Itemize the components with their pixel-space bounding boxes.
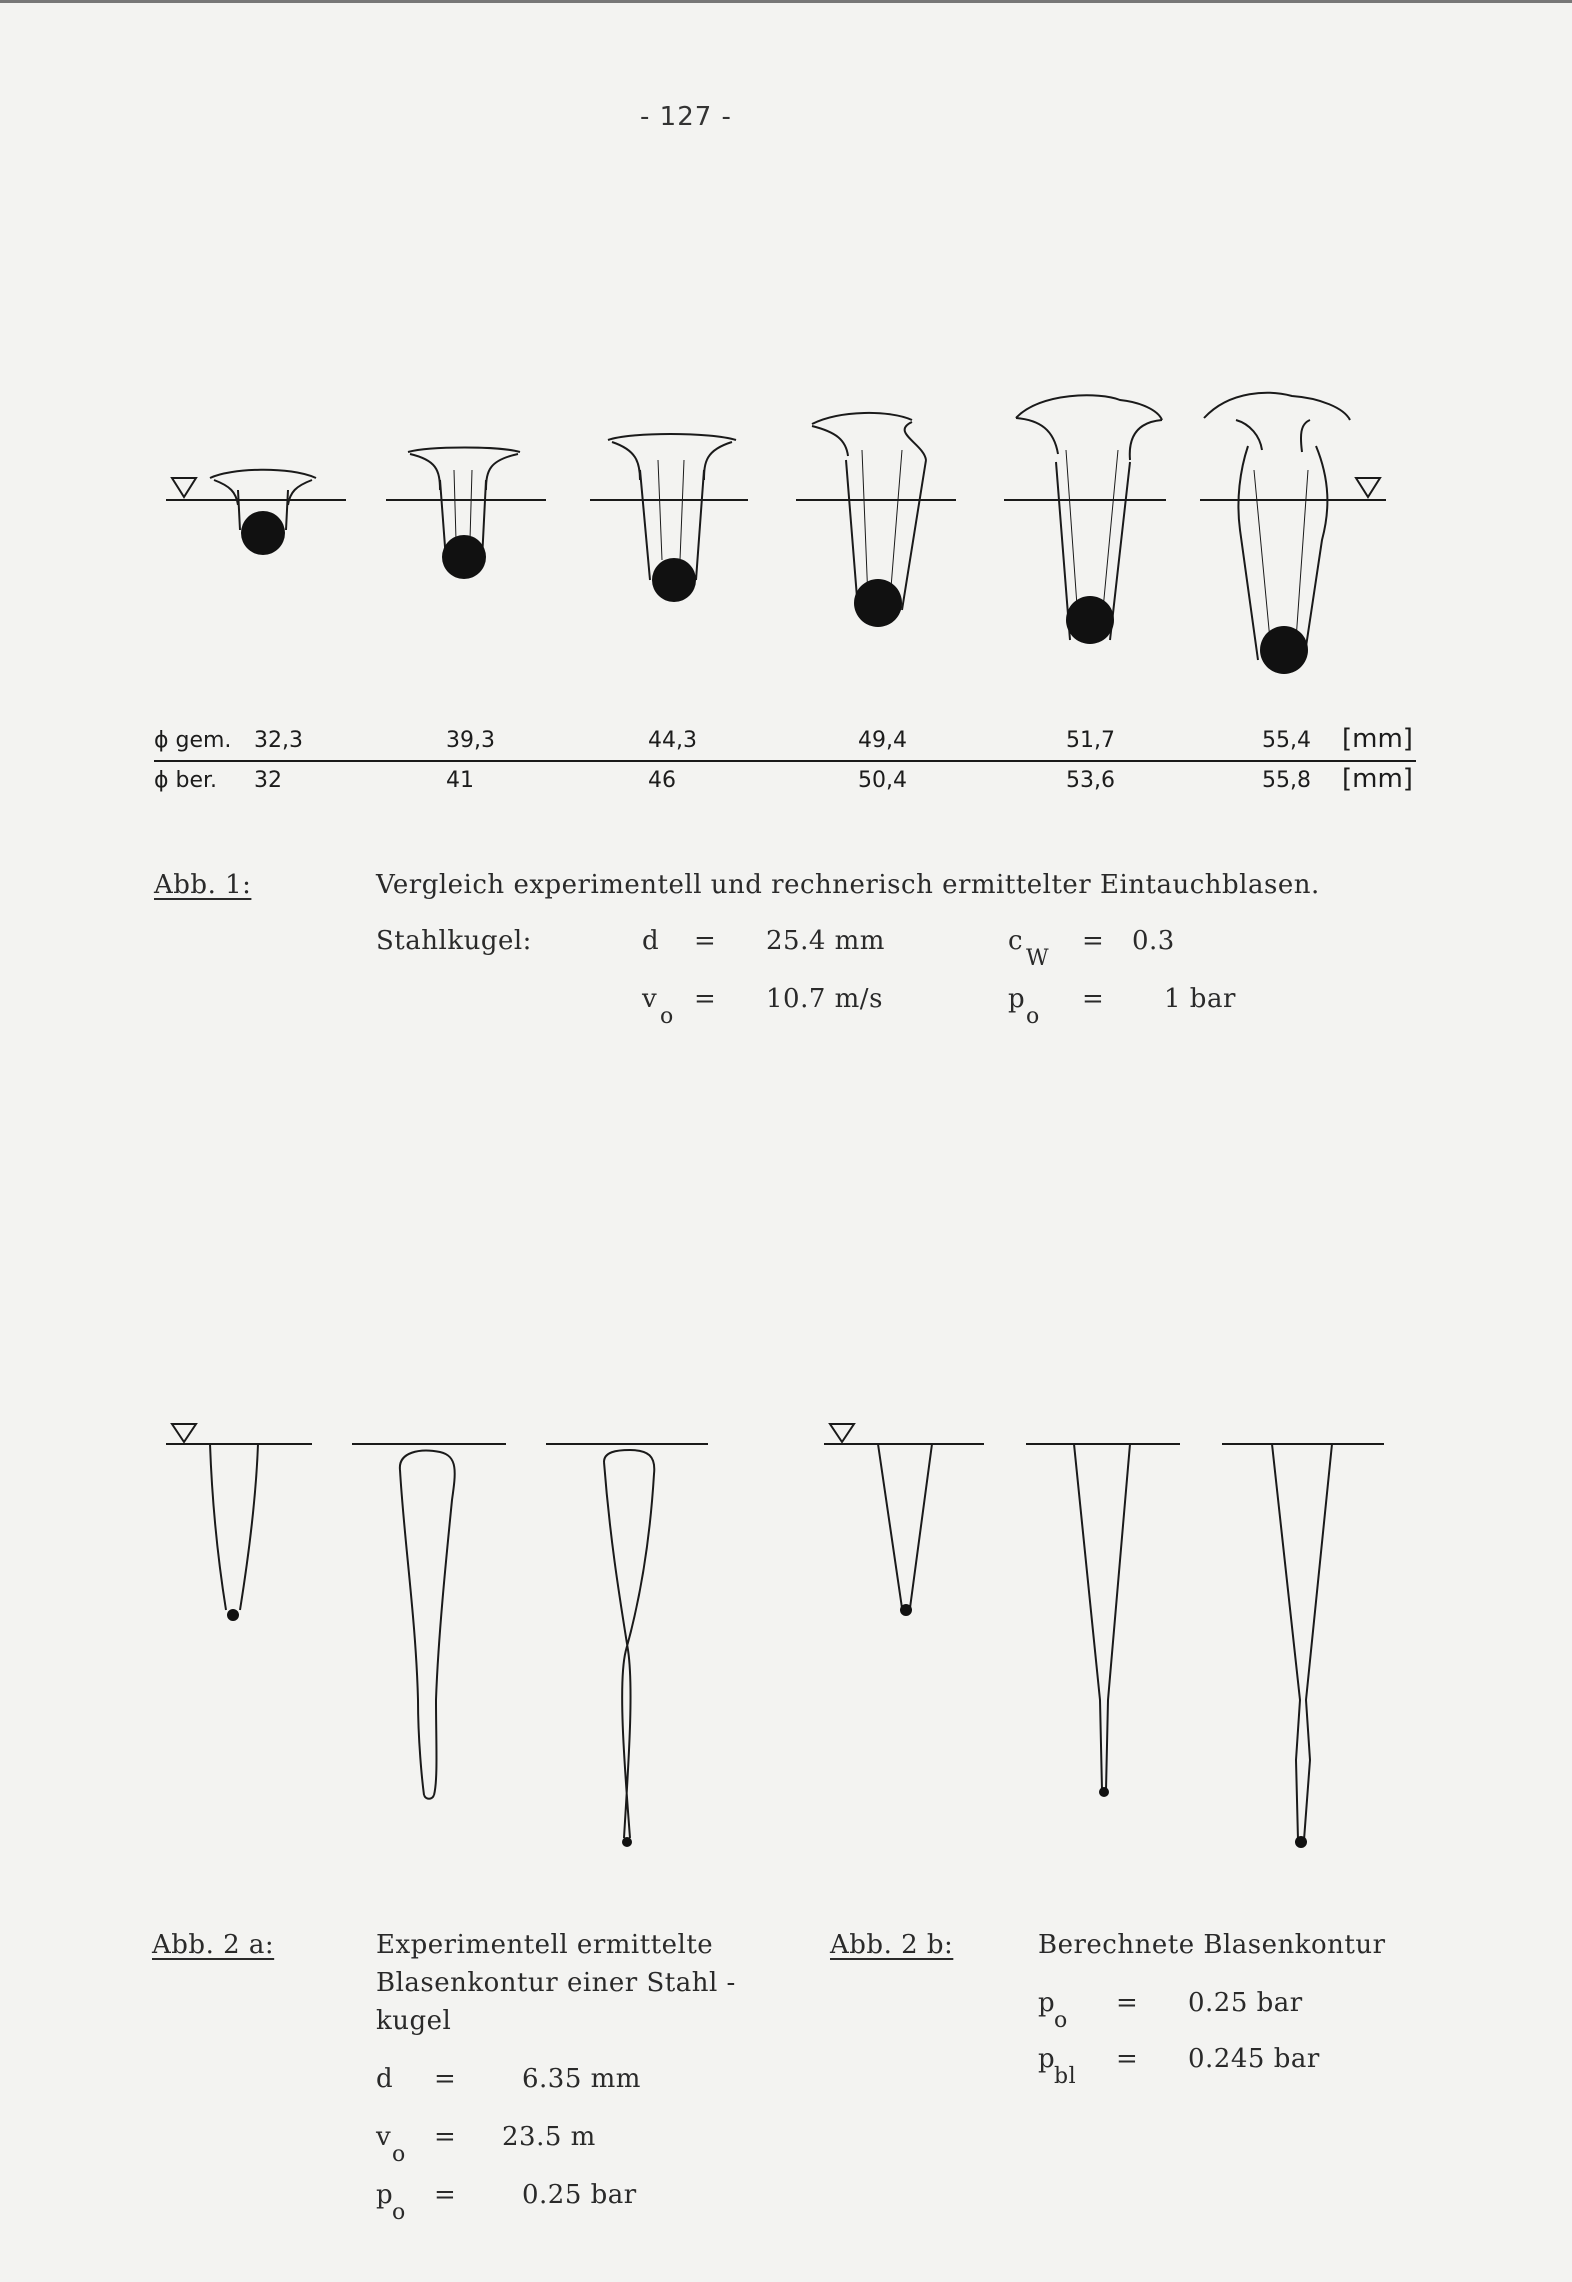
table-cell-gem-1: 32,3 xyxy=(254,728,303,753)
table-cell-ber-1: 32 xyxy=(254,768,282,793)
table-cell-gem-4: 49,4 xyxy=(858,728,907,753)
fig2a-d-eq: = xyxy=(434,2064,457,2094)
fig2b-label: Abb. 2 b: xyxy=(830,1930,954,1960)
fig1-label: Abb. 1: xyxy=(154,870,252,900)
fig2b-p0-symbol: p xyxy=(1038,1988,1056,2018)
table-cell-gem-3: 44,3 xyxy=(648,728,697,753)
contour-2b-3 xyxy=(1272,1444,1332,1848)
fig2b-p0-eq: = xyxy=(1116,1988,1139,2018)
fig2a-p-symbol: p xyxy=(376,2180,394,2210)
fig2a-p-value: 0.25 bar xyxy=(522,2180,637,2210)
fig1-caption: Vergleich experimentell und rechnerisch ermittelter Eintauchblasen. xyxy=(376,870,1320,900)
fig2b-p0-subscript: o xyxy=(1054,2008,1068,2033)
fig1-v-subscript: o xyxy=(660,1004,674,1029)
row-label-ber: ϕ ber. xyxy=(154,768,218,793)
fig2a-caption-line2: Blasenkontur einer Stahl - xyxy=(376,1968,736,1998)
table-cell-gem-5: 51,7 xyxy=(1066,728,1115,753)
fig1-cw-symbol: c xyxy=(1008,926,1024,956)
fig2b-pbl-symbol: p xyxy=(1038,2044,1056,2074)
fig2b-pbl-subscript: bl xyxy=(1054,2064,1077,2089)
table-cell-gem-6: 55,4 xyxy=(1262,728,1311,753)
fig1-v-value: 10.7 m/s xyxy=(766,984,883,1014)
fig2a-caption-line3: kugel xyxy=(376,2006,452,2036)
unit-label-ber: [mm] xyxy=(1342,764,1413,794)
row-label-gem: ϕ gem. xyxy=(154,728,232,753)
fig1-p-symbol: p xyxy=(1008,984,1026,1014)
water-level-marker-2a xyxy=(172,1424,196,1442)
fig1-v-symbol: v xyxy=(642,984,658,1014)
table-cell-ber-2: 41 xyxy=(446,768,474,793)
contour-2a-2 xyxy=(400,1451,455,1799)
fig1-cw-value: 0.3 xyxy=(1132,926,1175,956)
fig2a-d-symbol: d xyxy=(376,2064,394,2094)
table-cell-ber-5: 53,6 xyxy=(1066,768,1115,793)
fig2a-v-symbol: v xyxy=(376,2122,392,2152)
fig2a-d-value: 6.35 mm xyxy=(522,2064,641,2094)
fig1-d-value: 25.4 mm xyxy=(766,926,885,956)
contour-2a-3 xyxy=(604,1450,654,1847)
contour-2b-2 xyxy=(1074,1444,1130,1797)
unit-label-gem: [mm] xyxy=(1342,724,1413,754)
fig1-v-eq: = xyxy=(694,984,717,1014)
fig2b-caption: Berechnete Blasenkontur xyxy=(1038,1930,1386,1960)
table-cell-ber-6: 55,8 xyxy=(1262,768,1311,793)
table-cell-ber-4: 50,4 xyxy=(858,768,907,793)
fig2b-pbl-eq: = xyxy=(1116,2044,1139,2074)
fig1-cw-eq: = xyxy=(1082,926,1105,956)
water-level-marker-2b xyxy=(830,1424,854,1442)
fig2a-p-eq: = xyxy=(434,2180,457,2210)
fig2a-label: Abb. 2 a: xyxy=(152,1930,275,1960)
fig1-p-value: 1 bar xyxy=(1164,984,1236,1014)
fig1-subject: Stahlkugel: xyxy=(376,926,532,956)
fig2a-v-eq: = xyxy=(434,2122,457,2152)
fig1-d-eq: = xyxy=(694,926,717,956)
fig1-cw-subscript: W xyxy=(1026,946,1050,971)
table-cell-gem-2: 39,3 xyxy=(446,728,495,753)
fig1-p-subscript: o xyxy=(1026,1004,1040,1029)
fig2a-p-subscript: o xyxy=(392,2200,406,2225)
fig1-d-symbol: d xyxy=(642,926,660,956)
fig2a-caption-line1: Experimentell ermittelte xyxy=(376,1930,714,1960)
fig2b-p0-value: 0.25 bar xyxy=(1188,1988,1303,2018)
fig2a-v-value: 23.5 m xyxy=(502,2122,596,2152)
contour-2b-1 xyxy=(878,1444,932,1616)
fig2b-pbl-value: 0.245 bar xyxy=(1188,2044,1320,2074)
fig1-p-eq: = xyxy=(1082,984,1105,1014)
fig2a-v-subscript: o xyxy=(392,2142,406,2167)
contour-2a-1 xyxy=(210,1444,258,1621)
page-number: - 127 - xyxy=(640,102,732,132)
table-cell-ber-3: 46 xyxy=(648,768,676,793)
